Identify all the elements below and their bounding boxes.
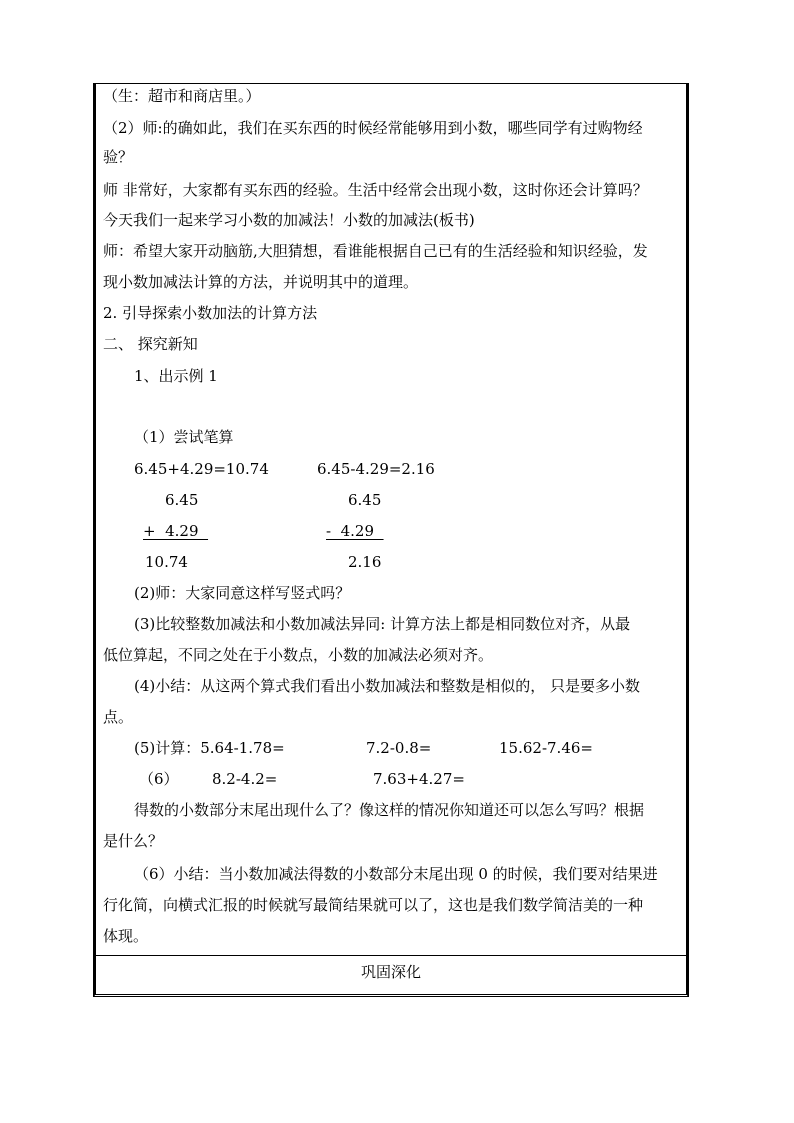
section-heading: 二、 探究新知 [103, 335, 198, 353]
text-line: 行化简，向横式汇报的时候就写最简结果就可以了，这也是我们数学简洁美的一种 [103, 896, 644, 914]
text-line: 得数的小数部分末尾出现什么了？像这样的情况你知道还可以怎么写吗？根据 [134, 801, 645, 819]
text-line: 低位算起，不同之处在于小数点，小数的加减法必须对齐。 [103, 646, 494, 664]
exercise-item: (5)计算：5.64-1.78= [134, 739, 285, 757]
text-line: 今天我们一起来学习小数的加减法！小数的加减法(板书) [103, 211, 475, 229]
row-divider [96, 955, 686, 956]
vertical-subtract-top: 6.45 [348, 491, 382, 509]
text-line: 验？ [103, 148, 134, 166]
text-line: （1）尝试笔算 [134, 428, 234, 446]
vertical-add-result: 10.74 [145, 553, 188, 571]
text-line: （6）小结：当小数加减法得数的小数部分末尾出现 0 的时候，我们要对结果进 [134, 865, 658, 883]
exercise-item: 15.62-7.46= [499, 739, 593, 757]
text-line: (3)比较整数加减法和小数加减法异同: 计算方法上都是相同数位对齐，从最 [134, 615, 631, 633]
text-line: 体现。 [103, 927, 149, 945]
text-line: 现小数加减法计算的方法，并说明其中的道理。 [103, 273, 419, 291]
vertical-subtract-second: - 4.29 [326, 522, 384, 540]
exercise-label: （6） [139, 770, 179, 788]
text-line: 1、出示例 1 [134, 367, 218, 385]
vertical-add-top: 6.45 [165, 491, 199, 509]
section-footer-label: 巩固深化 [360, 963, 421, 981]
exercise-item: 7.63+4.27= [373, 770, 465, 788]
exercise-item: 7.2-0.8= [366, 739, 432, 757]
text-line: 是什么？ [103, 832, 164, 850]
text-line: （生：超市和商店里。） [103, 87, 261, 105]
text-line: (2)师：大家同意这样写竖式吗？ [134, 584, 351, 602]
exercise-item: 8.2-4.2= [212, 770, 278, 788]
vertical-subtract-result: 2.16 [348, 553, 382, 571]
text-line: 师：希望大家开动脑筋,大胆猜想，看谁能根据自己已有的生活经验和知识经验，发 [103, 242, 648, 260]
equation-subtract: 6.45-4.29=2.16 [317, 460, 435, 478]
vertical-add-second: + 4.29 [143, 522, 209, 540]
equation-add: 6.45+4.29=10.74 [134, 460, 269, 478]
text-line: 点。 [103, 708, 134, 726]
text-line: （2）师:的确如此，我们在买东西的时候经常能够用到小数，哪些同学有过购物经 [103, 119, 643, 137]
text-line: 2. 引导探索小数加法的计算方法 [103, 304, 318, 322]
text-line: 师 非常好，大家都有买东西的经验。生活中经常会出现小数，这时你还会计算吗？ [103, 181, 648, 199]
text-line: (4)小结：从这两个算式我们看出小数加减法和整数是相似的， 只是要多小数 [134, 677, 641, 695]
